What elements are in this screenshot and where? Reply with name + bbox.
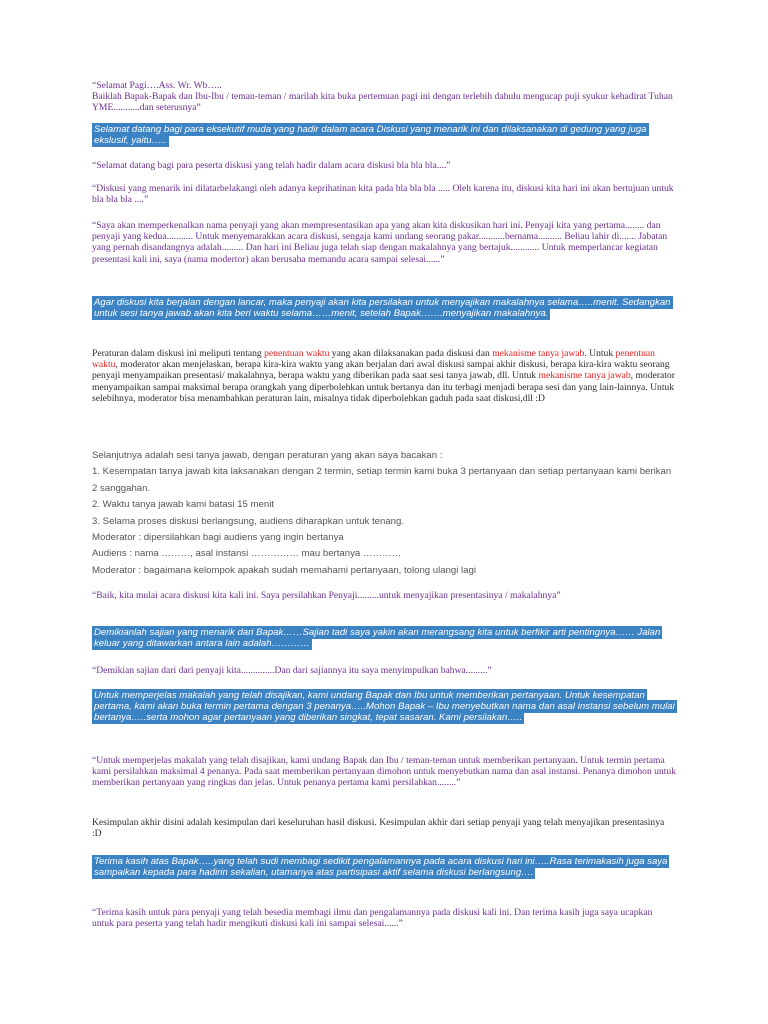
highlight-paragraph-2 [92,297,676,319]
qa-rule-3: 3. Selama proses diskusi berlangsung, audiens diharapkan untuk tenang. [92,515,405,527]
qa-intro: Selanjutnya adalah sesi tanya jawab, dengan peraturan yang akan saya bacakan : [92,450,443,461]
rules-emphasis-4: mekanisme tanya jawab [538,370,631,382]
qa-rule-1: 1. Kesempatan tanya jawab kita laksanakan dengan 2 termin, setiap termin kami buka 3 pertanyaan dan setiap pertanyaan kami berikan 2 sanggahan. [92,466,672,494]
welcome-paragraph: “Selamat datang bagi para peserta diskusi yang telah hadir dalam acara diskusi bla bla bla....” [92,160,451,171]
highlighted-text-1: Selamat datang bagi para eksekutif muda yang hadir dalam acara Diskusi yang menarik ini dan dilaksanakan di gedung yang juga ekslusif, yaitu….. [94,124,647,147]
start-presentation-paragraph: “Baik, kita mulai acara diskusi kita kali ini. Saya persilahkan Penyaji.........untuk menyajikan presentasinya / makalahnya” [92,590,561,601]
conclusion-paragraph: Kesimpulan akhir disini adalah kesimpulan dari keseluruhan hasil diskusi. Kesimpulan akhir dari setiap penyaji yang telah menyajikan presentasinya :D [92,817,665,840]
qa-moderator-line-1: Moderator : dipersilahkan bagi audiens yang ingin bertanya [92,532,344,544]
rules-emphasis-3: penentuan waktu [92,348,655,371]
rules-emphasis-2: mekanisme tanya jawab [492,348,585,359]
highlight-paragraph-4 [92,690,676,724]
introduce-presenters-paragraph: “Saya akan memperkenalkan nama penyaji yang akan mempresentasikan apa yang akan kita diskusikan hari ini. Penyaji kita yang pertama........ dan penyaji yang kedua........... Untuk menyemarakkan acara diskusi, sengaja kami undang seorang pakar...........bernama.......... Beliau lahir di....... Jabatan yang pernah disandangnya adalah......... Dan hari ini Beliau juga telah siap dengan makalahnya yang bertajuk............ Untuk memperlancar kegiatan presentasi kali ini, saya (nama modertor) akan berusaha memandu acara sampai selesai......” [92,220,668,265]
highlight-paragraph-5 [92,856,676,878]
rules-text-4: , moderator akan menjelaskan, berapa kira-kira waktu yang akan berjalan dari awal diskusi sampai akhir diskusi, berapa kira-kira waktu seorang penyaji menyampaikan presentasi/ makalahnya, berapa waktu yang diberikan pada saat sesi tanya jawab, dll. Untuk [92,359,670,382]
highlighted-text-5: Terima kasih atas Bapak…..yang telah sudi membagi sedikit pengalamannya pada acara diskusi hari ini…..Rasa terimakasih juga saya sampaikan kepada para hadirin sekalian, utamanya atas partisipasi aktif selama diskusi berlangsung…. [94,856,668,879]
rules-paragraph [92,348,676,404]
background-paragraph: “Diskusi yang menarik ini dilatarbelakangi oleh adanya keprihatinan kita pada bla bla bla ..... Oleh karena itu, diskusi kita hari ini akan bertujuan untuk bla bla bla ....” [92,183,674,206]
highlighted-text-2: Agar diskusi kita berjalan dengan lancar, maka penyaji akan kita persilakan untuk menyajikan makalahnya selama…..menit. Sedangkan untuk sesi tanya jawab akan kita beri waktu selama……menit, setelah Bapak…….menyajikan makalahnya. [94,297,671,320]
rules-text-1: Peraturan dalam diskusi ini meliputi tentang [92,348,265,359]
opening-greeting [92,80,676,114]
highlight-paragraph-3 [92,627,676,649]
highlighted-text-4: Untuk memperjelas makalah yang telah disajikan, kami undang Bapak dan Ibu untuk memberikan pertanyaan. Untuk kesempatan pertama, kami akan buka termin pertama dengan 3 penanya…..Mohon Bapak – Ibu menyebutkan nama dan asal instansi sebelum mulai bertanya…..serta mohon agar pertanyaan yang diberikan singkat, tepat sasaran. Kami persilakan….. [94,690,675,724]
qa-audience-line: Audiens : nama ………, asal instansi …………… mau bertanya ………… [92,548,402,560]
closing-thanks-paragraph: “Terima kasih untuk para penyaji yang telah besedia membagi ilmu dan pengalamannya pada diskusi kali ini. Dan terima kasih juga saya ucapkan untuk para peserta yang telah hadir mengikuti diskusi kali ini sampai selesai......” [92,907,653,930]
highlighted-text-3: Demikianlah sajian yang menarik dari Bapak……Sajian tadi saya yakin akan merangsang kita untuk berfikir arti pentingnya…… Jalan keluar yang ditawarkan antara lain adalah………… [94,627,661,650]
rules-text-2: yang akan dilaksanakan pada diskusi dan [329,348,493,359]
rules-text-5: , moderator menyampaikan sampai maksimal berapa orangkah yang diperbolehkan untuk bertanya dan itu terbagi menjadi berapa sesi dan yang lain-lainnya. Untuk selebihnya, moderator bisa menambahkan peraturan lain, misalnya tidak diperbolehkan gaduh pada saat diskusi,dll :D [92,370,675,404]
summary-paragraph: “Demikian sajian dari dari penyaji kita..............Dan dari sajiannya itu saya menyimpulkan bahwa.........” [92,665,492,676]
greeting-line: “Selamat Pagi….Ass. Wr. Wb….. [92,80,222,91]
qa-rules-block [92,448,676,579]
rules-emphasis-1: penentuan waktu [264,348,330,359]
qa-moderator-line-2: Moderator : bagaimana kelompok apakah sudah memahami pertanyaan, tolong ulangi lagi [92,564,476,576]
rules-text-3: . Untuk [584,348,616,359]
questions-paragraph: “Untuk memperjelas makalah yang telah disajikan, kami undang Bapak dan Ibu / teman-teman untuk memberikan pertanyaan. Untuk termin pertama kami persilahkan maksimal 4 penanya. Pada saat memberikan pertanyaan dimohon untuk menyebutkan nama dan asal instansi. Penanya dimohon untuk memberikan pertanyaan yang ringkas dan jelas. Untuk penanya pertama kami persilahkan........” [92,755,677,789]
highlight-paragraph-1 [92,124,676,146]
qa-rule-2: 2. Waktu tanya jawab kami batasi 15 menit [92,499,275,511]
opening-text: Baiklah Bapak-Bapak dan Ibu-Ibu / teman-teman / marilah kita buka pertemuan pagi ini dengan terlebih dahulu mengucap puji syukur kehadirat Tuhan YME...........dan seterusnya” [92,91,673,114]
